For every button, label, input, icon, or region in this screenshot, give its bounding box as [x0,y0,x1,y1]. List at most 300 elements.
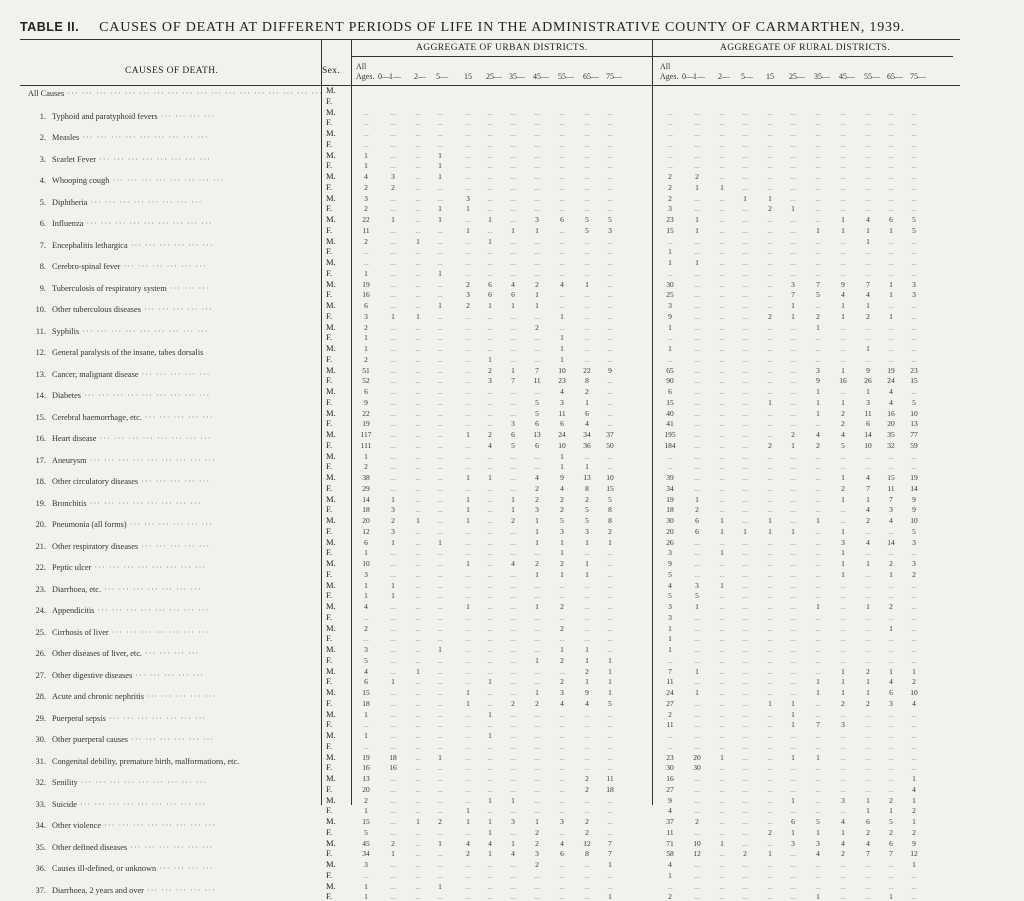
urban-cell: ... [510,860,516,869]
rural-cell: 1 [816,387,820,396]
rural-cell: ... [719,612,725,622]
urban-cell: ... [465,666,471,676]
urban-cell: 1 [511,365,515,375]
urban-cell: 1 [560,311,564,321]
rural-cell: 41 [666,419,674,429]
urban-cell: 3 [364,860,368,869]
age-group-header-rural: 45— [839,72,855,81]
rural-cell: ... [742,397,748,407]
rural-cell: ... [790,505,796,515]
cause-label [28,671,204,680]
rural-cell: ... [694,236,700,246]
rural-cell: 9 [841,279,845,289]
rural-cell: ... [742,795,748,805]
rural-cell: ... [790,870,796,880]
urban-cell: 22 [362,408,370,418]
urban-cell: ... [487,763,493,773]
rural-cell: ... [888,612,894,622]
urban-cell: ... [487,204,493,214]
cause-number: 15. [35,412,46,422]
rural-cell: 11 [666,827,674,837]
cause-label [28,477,210,486]
rural-cell: 2 [866,666,870,676]
rural-cell: ... [865,462,871,472]
urban-cell: ... [437,666,443,676]
rural-cell: ... [790,537,796,547]
rural-cell: ... [840,354,846,364]
urban-cell: ... [510,870,516,880]
urban-cell: ... [390,247,396,257]
rural-cell: 2 [912,677,916,687]
urban-cell: 1 [416,236,420,246]
cause-label [28,628,209,637]
urban-cell: ... [510,182,516,192]
rural-cell: ... [790,881,796,891]
rural-cell: 7 [668,666,672,676]
rural-heading-rule [653,56,953,57]
urban-cell: ... [607,118,613,128]
rural-cell: ... [865,129,871,138]
rural-cell: ... [694,193,700,203]
rural-cell: 2 [768,827,772,837]
urban-cell: ... [559,709,565,719]
urban-cell: ... [465,322,471,332]
cause-number: 11. [35,326,46,336]
urban-cell: ... [584,602,590,611]
rural-cell: ... [911,752,917,762]
urban-cell: 23 [558,376,566,386]
urban-cell: ... [584,236,590,246]
rural-cell: 1 [889,806,893,816]
rural-cell: 1 [768,849,772,859]
rural-cell: ... [767,580,773,590]
rural-cell: 2 [695,817,699,826]
urban-cell: 2 [391,516,395,525]
rural-cell: ... [767,795,773,805]
sex-marker: M. [326,364,336,375]
rural-cell: ... [840,150,846,160]
rural-cell: 4 [866,215,870,224]
urban-cell: 2 [364,462,368,472]
rural-cell: ... [719,860,725,869]
urban-cell: ... [510,677,516,687]
urban-cell: 1 [585,645,589,654]
urban-cell: 1 [438,268,442,278]
urban-cell: 3 [511,817,515,826]
rural-cell: ... [742,688,748,697]
urban-cell: 2 [535,483,539,493]
urban-cell: ... [415,215,421,224]
urban-cell: ... [465,870,471,880]
urban-cell: ... [534,612,540,622]
rural-cell: ... [719,118,725,128]
urban-cell: ... [584,311,590,321]
rural-cell: ... [767,161,773,171]
rural-cell: ... [790,344,796,353]
rural-cell: ... [815,204,821,214]
urban-cell: ... [415,387,421,396]
rural-cell: ... [694,462,700,472]
sex-marker: M. [326,773,336,783]
age-group-header-urban: 45— [533,72,549,81]
leader-dots: ··· ··· ··· ··· ··· ··· ··· ··· [94,606,210,615]
cause-label [28,198,202,207]
urban-cell: ... [465,107,471,117]
urban-cell: ... [415,892,421,901]
urban-cell: ... [363,720,369,730]
urban-cell: ... [510,354,516,364]
rural-cell: ... [840,881,846,891]
urban-cell: 3 [560,817,564,826]
rural-cell: 1 [695,258,699,267]
rural-cell: 4 [889,677,893,687]
causes-sex-divider [321,40,322,805]
urban-cell: ... [465,784,471,794]
urban-cell: 2 [535,494,539,504]
rural-cell: 2 [912,569,916,579]
urban-cell: 3 [585,526,589,536]
rural-cell: 4 [668,806,672,816]
rural-cell: 2 [889,827,893,837]
leader-dots: ··· ··· ··· ··· ··· ··· ··· ··· [96,434,212,443]
urban-cell: ... [415,462,421,472]
urban-cell: ... [607,870,613,880]
urban-cell: 2 [560,623,564,633]
rural-cell: 30 [693,763,701,773]
urban-cell: ... [510,333,516,343]
urban-cell: ... [584,623,590,633]
rural-cell: ... [840,258,846,267]
urban-cell: 2 [535,827,539,837]
rural-cell: 3 [816,838,820,848]
rural-cell: ... [767,860,773,869]
rural-cell: 7 [866,849,870,859]
urban-cell: ... [390,731,396,740]
leader-dots: ··· ··· ··· ··· ··· ··· [127,842,214,852]
urban-cell: ... [559,247,565,257]
rural-cell: ... [865,763,871,773]
urban-cell: ... [584,129,590,138]
rural-cell: ... [719,397,725,407]
rural-cell: ... [742,634,748,644]
urban-cell: 3 [364,645,368,654]
urban-cell: ... [415,806,421,816]
urban-cell: ... [487,494,493,504]
rural-cell: ... [790,268,796,278]
urban-cell: ... [487,784,493,794]
urban-cell: 1 [585,537,589,547]
urban-cell: ... [415,548,421,558]
urban-cell: 1 [438,150,442,160]
rural-cell: ... [790,602,796,611]
rural-cell: ... [719,408,725,418]
urban-cell: ... [607,182,613,192]
rural-cell: ... [719,720,725,730]
sex-marker: F. [326,117,333,128]
rural-cell: ... [667,451,673,461]
urban-cell: ... [390,397,396,407]
urban-cell: 1 [608,892,612,901]
urban-cell: ... [559,129,565,138]
urban-cell: ... [415,129,421,138]
rural-cell: 5 [816,290,820,300]
urban-cell: ... [390,419,396,429]
rural-cell: 1 [720,838,724,848]
rural-cell: ... [790,784,796,794]
sex-marker: M. [326,579,336,590]
leader-dots: ··· ··· ··· ··· ··· ··· ··· ··· [96,154,211,164]
rural-cell: ... [694,344,700,353]
rural-cell: ... [840,161,846,171]
urban-cell: 4 [585,698,589,708]
urban-cell: 4 [560,698,564,708]
rural-cell: 1 [912,666,916,676]
rural-cell: ... [815,483,821,493]
rural-cell: 1 [866,602,870,611]
cause-number: 25. [35,627,46,637]
rural-cell: 2 [841,698,845,708]
urban-cell: 1 [466,817,470,826]
urban-cell: 5 [585,516,589,525]
rural-cell: 1 [791,204,795,214]
urban-cell: ... [390,129,396,138]
urban-cell: ... [415,440,421,450]
urban-cell: ... [437,709,443,719]
urban-cell: ... [584,709,590,719]
urban-cell: ... [559,182,565,192]
urban-cell: 13 [362,774,370,783]
rural-cell: ... [694,720,700,730]
cause-name: Cerebral haemorrhage, etc. [52,412,142,422]
sex-marker: F. [326,719,333,730]
urban-cell: ... [390,354,396,364]
rural-cell: ... [840,709,846,719]
urban-cell: ... [415,451,421,461]
urban-cell: ... [363,118,369,128]
urban-cell: ... [510,709,516,719]
urban-cell: ... [510,881,516,891]
urban-cell: ... [487,806,493,816]
urban-cell: 6 [560,849,564,859]
urban-cell: ... [390,430,396,439]
rural-cell: 9 [866,365,870,375]
sex-marker: F. [326,611,333,622]
urban-cell: ... [465,741,471,751]
rural-cell: 2 [668,172,672,181]
urban-cell: 3 [391,526,395,536]
urban-cell: 37 [606,430,614,439]
urban-cell: 2 [391,182,395,192]
rural-cell: ... [694,559,700,568]
rural-cell: 2 [743,849,747,859]
rural-cell: ... [742,548,748,558]
age-group-header-urban: 55— [558,72,574,81]
urban-cell: ... [534,806,540,816]
rural-cell: ... [840,268,846,278]
urban-cell: ... [437,795,443,805]
rural-cell: 1 [668,623,672,633]
rural-cell: 1 [791,827,795,837]
cause-name: Other diseases of liver, etc. [52,649,142,658]
rural-cell: 4 [816,430,820,439]
rural-cell: 1 [866,677,870,687]
urban-cell: ... [415,688,421,697]
urban-cell: ... [584,118,590,128]
urban-cell: 4 [488,440,492,450]
rural-cell: ... [865,526,871,536]
rural-cell: ... [911,387,917,396]
rural-cell: ... [840,462,846,472]
rural-cell: 5 [912,526,916,536]
urban-cell: 1 [488,795,492,805]
cause-label [28,391,210,400]
rural-cell: 14 [864,430,872,439]
rural-cell: ... [840,655,846,665]
urban-cell: ... [584,892,590,901]
rural-cell: ... [767,634,773,644]
urban-cell: ... [510,483,516,493]
urban-cell: 2 [364,322,368,332]
rural-cell: ... [719,354,725,364]
urban-cell: 4 [560,279,564,289]
urban-cell: ... [465,344,471,353]
sex-marker: M. [326,880,336,891]
table-heading: CAUSES OF DEATH AT DIFFERENT PERIODS OF LIFE IN THE ADMINISTRATIVE COUNTY OF CARMARTHEN, 1939. [99,20,905,35]
rural-cell: ... [742,236,748,246]
urban-cell: 1 [466,494,470,504]
urban-cell: ... [534,548,540,558]
urban-cell: ... [487,516,493,525]
urban-rural-divider [652,40,653,805]
rural-cell: ... [815,763,821,773]
urban-cell: 13 [533,430,541,439]
rural-cell: 2 [791,430,795,439]
sex-marker: M. [326,837,336,848]
rural-cell: ... [719,225,725,235]
rural-cell: ... [815,623,821,633]
rural-cell: ... [865,139,871,149]
sex-marker: F. [326,848,333,859]
urban-cell: 1 [535,301,539,310]
urban-cell: 1 [535,516,539,525]
urban-cell: ... [390,301,396,310]
urban-cell: ... [559,258,565,267]
rural-cell: 1 [889,290,893,300]
urban-cell: 3 [535,505,539,515]
rural-cell: 10 [910,688,918,697]
urban-cell: ... [415,741,421,751]
urban-cell: ... [363,634,369,644]
rural-cell: ... [694,333,700,343]
age-group-header-urban: 2— [414,72,426,81]
rural-cell: ... [694,731,700,740]
rural-cell: ... [767,569,773,579]
sex-marker: M. [326,601,336,611]
urban-cell: 19 [362,279,370,289]
rural-cell: ... [694,827,700,837]
rural-cell: ... [790,580,796,590]
urban-cell: ... [510,258,516,267]
rural-cell: ... [815,473,821,482]
sex-marker: F. [326,461,333,472]
rural-cell: ... [742,698,748,708]
sex-marker: F. [326,138,333,149]
rural-cell: 1 [889,279,893,289]
rural-cell: ... [719,623,725,633]
rural-cell: ... [865,645,871,654]
urban-cell: ... [415,731,421,740]
urban-cell: ... [559,580,565,590]
rural-cell: ... [865,731,871,740]
rural-cell: ... [742,473,748,482]
rural-cell: 5 [912,225,916,235]
rural-cell: ... [840,333,846,343]
rural-cell: 4 [866,505,870,515]
rural-cell: ... [865,150,871,160]
rural-cell: 2 [768,440,772,450]
rural-cell: ... [719,311,725,321]
cause-number: 3. [39,154,46,164]
rural-cell: 4 [866,838,870,848]
rural-cell: 1 [791,709,795,719]
rural-cell: ... [719,290,725,300]
urban-cell: 4 [585,419,589,429]
rural-cell: ... [767,408,773,418]
rural-cell: 35 [887,430,895,439]
cause-name: Typhoid and paratyphoid fevers [52,111,158,121]
rural-cell: 1 [791,720,795,730]
urban-cell: 6 [560,215,564,224]
urban-cell: ... [607,290,613,300]
sex-marker: M. [326,343,336,353]
rural-cell: ... [815,612,821,622]
rural-cell: 1 [668,322,672,332]
urban-cell: ... [534,731,540,740]
urban-cell: 1 [608,666,612,676]
leader-dots: ··· ··· ··· ··· ··· [138,477,210,486]
urban-cell: 9 [364,397,368,407]
rural-cell: ... [790,225,796,235]
cause-label [28,241,214,250]
rural-cell: 3 [912,559,916,568]
rural-cell: ... [840,322,846,332]
cause-label [28,649,199,658]
rural-cell: ... [719,774,725,783]
rural-cell: ... [667,129,673,138]
rural-cell: ... [865,881,871,891]
urban-cell: 2 [535,838,539,848]
urban-cell: 1 [391,215,395,224]
rural-cell: ... [888,709,894,719]
rural-cell: 24 [666,688,674,697]
urban-cell: ... [584,881,590,891]
rural-cell: 4 [841,838,845,848]
rural-cell: 30 [666,279,674,289]
rural-cell: 1 [866,236,870,246]
rural-cell: 1 [841,548,845,558]
urban-cell: ... [607,731,613,740]
urban-cell: ... [584,741,590,751]
rural-cell: ... [694,537,700,547]
urban-cell: ... [584,612,590,622]
rural-cell: 1 [791,526,795,536]
urban-cell: 34 [362,849,370,859]
urban-cell: 2 [364,354,368,364]
urban-cell: ... [390,440,396,450]
cause-number: 29. [35,713,46,723]
rural-cell: 3 [791,838,795,848]
rural-cell: ... [767,430,773,439]
